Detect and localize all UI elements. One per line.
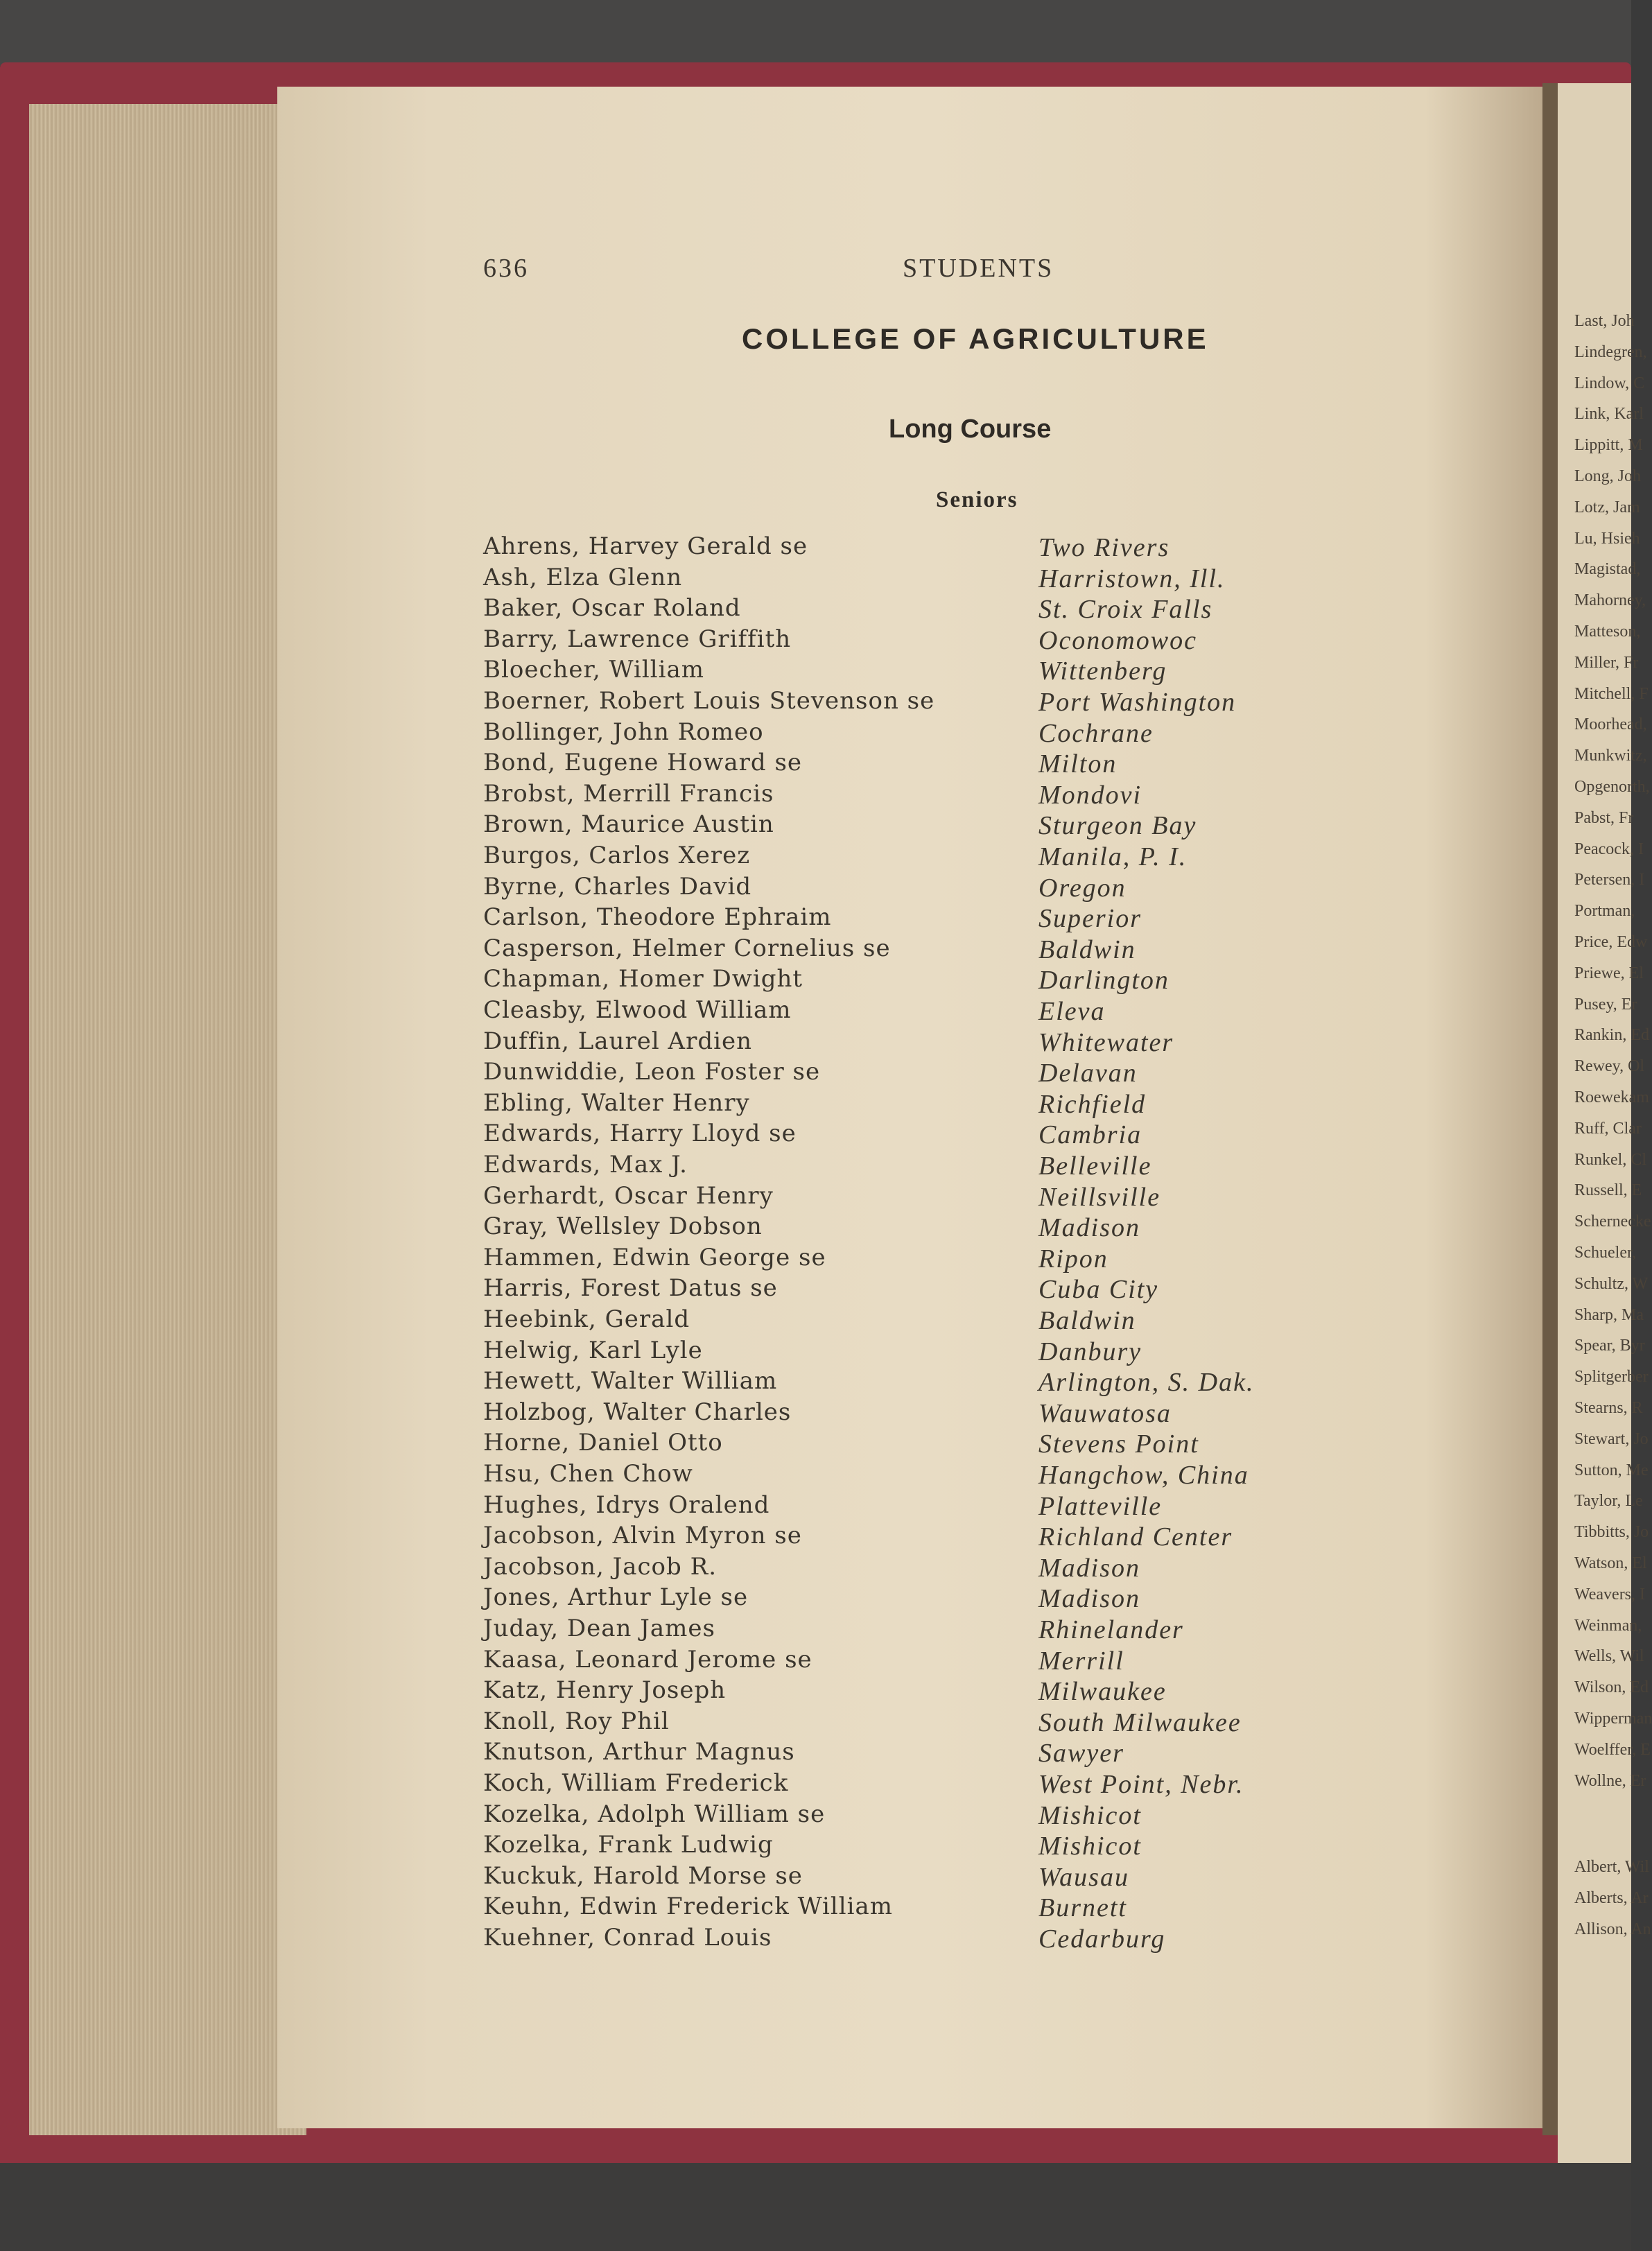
- facing-page-fragment: Rankin, Ed: [1574, 1026, 1649, 1045]
- facing-page-fragment: Magistad,: [1574, 560, 1641, 579]
- book-page: [277, 87, 1553, 2128]
- student-hometown: Mondovi: [1038, 780, 1142, 810]
- student-name: Chapman, Homer Dwight: [483, 965, 803, 993]
- student-name: Brobst, Merrill Francis: [483, 779, 774, 808]
- facing-page-fragment: Sharp, Ma: [1574, 1305, 1644, 1324]
- student-name: Kozelka, Frank Ludwig: [483, 1831, 774, 1859]
- student-name: Carlson, Theodore Ephraim: [483, 903, 832, 932]
- student-hometown: Hangchow, China: [1038, 1461, 1249, 1490]
- page-number: 636: [483, 254, 529, 283]
- facing-page-fragment: Last, Joh: [1574, 312, 1635, 330]
- student-hometown: Two Rivers: [1038, 533, 1170, 562]
- facing-page-fragment: Munkwitz,: [1574, 747, 1647, 765]
- student-name: Gray, Wellsley Dobson: [483, 1213, 763, 1241]
- facing-page-fragment: Taylor, Le: [1574, 1492, 1643, 1511]
- student-hometown: Madison: [1038, 1584, 1140, 1614]
- student-hometown: Stevens Point: [1038, 1429, 1199, 1459]
- student-name: Casperson, Helmer Cornelius se: [483, 934, 891, 962]
- facing-page-fragment: Woelffer, E: [1574, 1740, 1651, 1759]
- student-name: Koch, William Frederick: [483, 1769, 789, 1797]
- student-hometown: Ripon: [1038, 1244, 1108, 1274]
- facing-page-fragment: Lotz, Jam: [1574, 498, 1640, 516]
- student-hometown: Oregon: [1038, 873, 1127, 903]
- student-name: Kuehner, Conrad Louis: [483, 1924, 772, 1952]
- facing-page-fragment: Pusey, Er: [1574, 995, 1637, 1014]
- student-name: Bond, Eugene Howard se: [483, 749, 803, 777]
- student-name: Heebink, Gerald: [483, 1305, 690, 1333]
- student-hometown: Madison: [1038, 1553, 1140, 1583]
- student-name: Hewett, Walter William: [483, 1367, 778, 1396]
- student-hometown: Merrill: [1038, 1646, 1124, 1676]
- facing-page-fragment: Weinman,: [1574, 1616, 1642, 1635]
- facing-page-fragment: Tibbitts, Jo: [1574, 1523, 1649, 1542]
- facing-page-fragment: Opgenorth,: [1574, 778, 1650, 796]
- facing-page-fragment: Runkel, Cl: [1574, 1150, 1647, 1169]
- facing-page-fragment: Moorhead,: [1574, 715, 1647, 734]
- student-name: Hughes, Idrys Oralend: [483, 1490, 770, 1519]
- student-name: Harris, Forest Datus se: [483, 1274, 778, 1303]
- facing-page-fragment: Price, Edw: [1574, 933, 1648, 951]
- student-hometown: Superior: [1038, 904, 1142, 934]
- student-hometown: West Point, Nebr.: [1038, 1770, 1244, 1799]
- student-name: Barry, Lawrence Griffith: [483, 625, 792, 653]
- student-hometown: Wausau: [1038, 1862, 1129, 1892]
- student-hometown: Darlington: [1038, 966, 1170, 996]
- student-hometown: Cuba City: [1038, 1275, 1159, 1305]
- student-hometown: Milton: [1038, 749, 1118, 779]
- student-hometown: Danbury: [1038, 1337, 1142, 1366]
- student-name: Kuckuk, Harold Morse se: [483, 1861, 803, 1890]
- student-name: Ebling, Walter Henry: [483, 1088, 750, 1117]
- student-name: Knoll, Roy Phil: [483, 1707, 670, 1735]
- student-name: Gerhardt, Oscar Henry: [483, 1181, 774, 1210]
- student-name: Dunwiddie, Leon Foster se: [483, 1058, 821, 1086]
- student-hometown: Baldwin: [1038, 935, 1136, 964]
- facing-page-fragment: Rewey, Ol: [1574, 1057, 1645, 1076]
- student-name: Horne, Daniel Otto: [483, 1429, 723, 1457]
- facing-page-fragment: Splitgerber: [1574, 1368, 1649, 1387]
- facing-page-fragment: Mahorney,: [1574, 591, 1646, 610]
- student-hometown: St. Croix Falls: [1038, 595, 1213, 625]
- student-name: Holzbog, Walter Charles: [483, 1398, 792, 1426]
- student-name: Bollinger, John Romeo: [483, 718, 764, 746]
- student-name: Boerner, Robert Louis Stevenson se: [483, 687, 935, 715]
- student-hometown: Burnett: [1038, 1893, 1127, 1923]
- student-hometown: Harristown, Ill.: [1038, 564, 1226, 593]
- course-heading: Long Course: [889, 415, 1052, 444]
- facing-page-fragment: Schultz, W: [1574, 1274, 1649, 1293]
- student-hometown: Wauwatosa: [1038, 1398, 1172, 1428]
- facing-page-fragment: Roewekam: [1574, 1088, 1649, 1106]
- student-hometown: Milwaukee: [1038, 1677, 1167, 1707]
- facing-page-fragment: Lindow, C: [1574, 374, 1645, 392]
- student-hometown: Madison: [1038, 1213, 1140, 1243]
- student-hometown: Cambria: [1038, 1120, 1142, 1150]
- facing-page-fragment: Spear, Byr: [1574, 1337, 1645, 1355]
- student-name: Burgos, Carlos Xerez: [483, 842, 751, 869]
- student-name: Keuhn, Edwin Frederick William: [483, 1893, 893, 1921]
- student-hometown: Neillsville: [1038, 1182, 1161, 1212]
- student-hometown: Whitewater: [1038, 1027, 1174, 1057]
- book-gutter: [1542, 83, 1558, 2135]
- running-head: STUDENTS: [903, 254, 1054, 283]
- facing-page-fragment: Priewe, El: [1574, 964, 1644, 982]
- facing-page-fragment: Allison, An: [1574, 1920, 1651, 1938]
- facing-page-fragment: Watson, El: [1574, 1554, 1647, 1572]
- student-name: Byrne, Charles David: [483, 872, 752, 901]
- section-heading: Seniors: [936, 487, 1018, 512]
- student-name: Jones, Arthur Lyle se: [483, 1583, 749, 1612]
- student-hometown: Rhinelander: [1038, 1615, 1184, 1644]
- student-hometown: Eleva: [1038, 997, 1106, 1026]
- student-name: Juday, Dean James: [483, 1615, 715, 1642]
- student-name: Jacobson, Jacob R.: [483, 1552, 717, 1581]
- facing-page-fragment: Weavers, I: [1574, 1585, 1646, 1603]
- student-hometown: Baldwin: [1038, 1306, 1136, 1335]
- student-name: Knutson, Arthur Magnus: [483, 1738, 795, 1766]
- student-name: Kozelka, Adolph William se: [483, 1800, 826, 1828]
- facing-page-fragment: Lindegren,: [1574, 342, 1647, 361]
- facing-page-fragment: Wells, Wil: [1574, 1647, 1644, 1666]
- facing-page-fragment: Schernecke: [1574, 1213, 1651, 1231]
- student-hometown: Richfield: [1038, 1089, 1147, 1119]
- college-heading: COLLEGE OF AGRICULTURE: [742, 322, 1209, 355]
- student-name: Brown, Maurice Austin: [483, 810, 774, 839]
- facing-page-fragment: Portman,: [1574, 902, 1635, 921]
- facing-page-fragment: Wollne, Er: [1574, 1771, 1646, 1790]
- facing-page-fragment: Russell, E: [1574, 1181, 1642, 1200]
- facing-page-edge: [1558, 83, 1652, 2251]
- student-hometown: Sawyer: [1038, 1739, 1124, 1768]
- facing-page-fragment: Ruff, Clar: [1574, 1119, 1642, 1138]
- student-name: Helwig, Karl Lyle: [483, 1336, 703, 1364]
- student-hometown: South Milwaukee: [1038, 1707, 1242, 1737]
- student-name: Cleasby, Elwood William: [483, 996, 792, 1024]
- facing-page-fragment: Alberts, Ar: [1574, 1889, 1649, 1908]
- page-stack-edges: [29, 104, 306, 2135]
- background-bottom: [0, 2163, 1631, 2251]
- facing-page-fragment: Peacock, I: [1574, 840, 1644, 858]
- student-hometown: Delavan: [1038, 1059, 1138, 1088]
- student-name: Ahrens, Harvey Gerald se: [483, 532, 808, 560]
- facing-page-fragment: Matteson,: [1574, 623, 1641, 641]
- student-hometown: Mishicot: [1038, 1800, 1142, 1830]
- facing-page-fragment: Schueler,: [1574, 1244, 1637, 1262]
- facing-page-fragment: Miller, Fr: [1574, 653, 1639, 672]
- student-hometown: Cedarburg: [1038, 1924, 1166, 1954]
- student-hometown: Arlington, S. Dak.: [1038, 1368, 1255, 1398]
- facing-page-fragment: Stewart, Jo: [1574, 1429, 1649, 1448]
- facing-page-fragment: Wilson, Ed: [1574, 1678, 1649, 1697]
- student-hometown: Manila, P. I.: [1038, 842, 1188, 871]
- student-name: Kaasa, Leonard Jerome se: [483, 1645, 812, 1674]
- facing-page-fragment: Sutton, Me: [1574, 1461, 1649, 1479]
- student-hometown: Richland Center: [1038, 1522, 1233, 1552]
- student-name: Edwards, Harry Lloyd se: [483, 1120, 797, 1148]
- student-name: Edwards, Max J.: [483, 1151, 688, 1179]
- student-name: Hammen, Edwin George se: [483, 1243, 826, 1271]
- student-name: Katz, Henry Joseph: [483, 1676, 727, 1705]
- student-hometown: Cochrane: [1038, 718, 1154, 748]
- student-name: Jacobson, Alvin Myron se: [483, 1522, 802, 1550]
- background-top: [0, 0, 1631, 66]
- student-hometown: Port Washington: [1038, 688, 1237, 717]
- student-name: Duffin, Laurel Ardien: [483, 1027, 752, 1055]
- student-hometown: Belleville: [1038, 1151, 1152, 1181]
- student-name: Ash, Elza Glenn: [483, 563, 683, 591]
- student-hometown: Platteville: [1038, 1491, 1163, 1521]
- facing-page-fragment: Albert, Wil: [1574, 1858, 1649, 1877]
- student-name: Bloecher, William: [483, 656, 704, 684]
- student-hometown: Wittenberg: [1038, 657, 1167, 686]
- facing-page-fragment: Stearns, R: [1574, 1399, 1643, 1417]
- student-hometown: Mishicot: [1038, 1832, 1142, 1861]
- student-name: Hsu, Chen Chow: [483, 1460, 693, 1488]
- facing-page-fragment: Lippitt, M: [1574, 436, 1643, 455]
- facing-page-fragment: Mitchell, F: [1574, 684, 1649, 703]
- facing-page-fragment: Pabst, Fr: [1574, 808, 1634, 827]
- facing-page-fragment: Link, Karl: [1574, 405, 1644, 424]
- facing-page-fragment: Petersen, I: [1574, 871, 1645, 889]
- student-name: Baker, Oscar Roland: [483, 594, 741, 623]
- student-hometown: Sturgeon Bay: [1038, 811, 1197, 841]
- facing-page-fragment: Long, Joh: [1574, 467, 1641, 485]
- student-hometown: Oconomowoc: [1038, 625, 1197, 655]
- facing-page-fragment: Lu, Hsieh: [1574, 529, 1640, 548]
- facing-page-fragment: Wipperman: [1574, 1710, 1652, 1728]
